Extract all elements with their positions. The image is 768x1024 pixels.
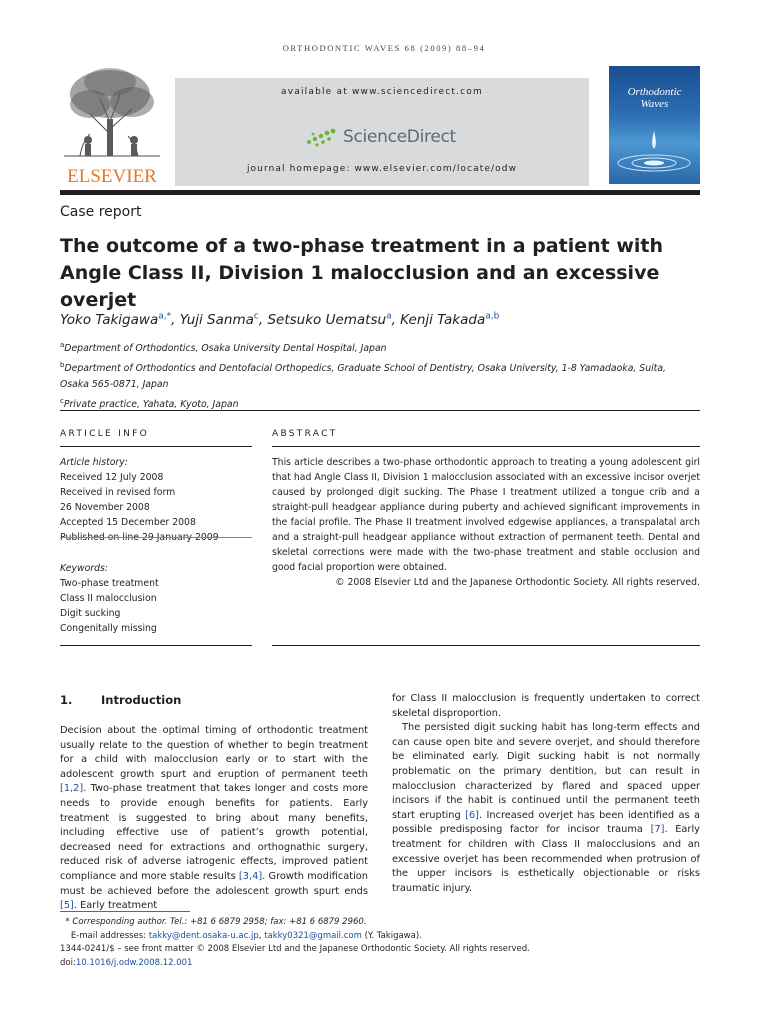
intro-paragraph-1-cont: for Class II malocclusion is frequently undertaken to correct skeletal disproportion. xyxy=(392,693,700,719)
left-column xyxy=(60,724,368,914)
available-at-text[interactable]: available at www.sciencedirect.com xyxy=(281,87,483,97)
sciencedirect-wordmark: ScienceDirect xyxy=(343,127,456,147)
citation-link[interactable]: [7] xyxy=(650,824,665,836)
affiliation-c: $^c$Private practice, Yahata, Kyoto, Japan xyxy=(60,397,239,411)
journal-cover-title: Orthodontic Waves xyxy=(627,86,682,110)
footnote-rule xyxy=(60,911,190,912)
article-info-rule xyxy=(60,446,252,447)
citation-link[interactable]: [6] xyxy=(465,809,479,821)
sciencedirect-banner xyxy=(175,78,589,186)
keyword[interactable]: Class II malocclusion xyxy=(60,593,157,604)
tree-engraving-icon xyxy=(60,64,164,186)
abstract-body xyxy=(272,455,700,590)
author: Kenji Takada$^{a,b}$ xyxy=(400,311,500,328)
elsevier-logo[interactable] xyxy=(60,64,164,186)
email-link[interactable]: takky0321@gmail.com xyxy=(264,930,362,941)
article-title: The outcome of a two-phase treatment in a patient with Angle Class II, Division 1 malocclusion and an excessive overjet xyxy=(60,235,664,311)
author-affil-link[interactable]: a xyxy=(386,311,392,321)
citation-link[interactable]: [1,2] xyxy=(60,783,84,795)
running-header: ORTHODONTIC WAVES 68 (2009) 88–94 xyxy=(282,43,486,53)
affiliation-b: $^b$Department of Orthodontics and Dentofacial Orthopedics, Graduate School of Dentistry, Osaka University, 1-8 Yamadaoka, Suita, xyxy=(60,361,666,375)
abstract-text: This article describes a two-phase orthodontic approach to treating a young adolescent girl that had Angle Class II, Division 1 malocclusion associated with an excessive incisor overjet caused by prolonged digit sucking. The Phase I treatment utilized a tongue crib and a straight-pull headgear appliance during puberty and achieved significant improvements in the facial profile. The Phase II treatment involved edgewise appliances, a transpalatal arch and a straight-pull headgear appliance without extraction of permanent teeth. Dental and skeletal corrections were made with the two-phase treatment and stable occlusion and good facial proportion were obtained. xyxy=(272,457,700,573)
email-link[interactable]: takky@dent.osaka-u.ac.jp xyxy=(148,930,259,941)
author: Yoko Takigawa$^{a,*}$, xyxy=(60,311,180,328)
article-info xyxy=(60,455,252,545)
citation-link[interactable]: [3,4] xyxy=(238,870,263,882)
citation-link[interactable]: [5] xyxy=(60,900,74,912)
abstract-copyright: © 2008 Elsevier Ltd and the Japanese Orthodontic Society. All rights reserved. xyxy=(335,577,700,588)
sciencedirect-dots-icon xyxy=(303,126,337,148)
intro-paragraph-2: The persisted digit sucking habit has long-term effects and can cause open bite and severe overjet, and should therefore be eliminated early. Digit sucking habit is not normally problematic on the primary dentition, but can result in malocclusion characterized by flared and spaced upper incisors if the habit is continued until the permanent teeth start erupting [6]. Increased overjet has been identified as a possible predisposing factor for incisor trauma [7]. Early treatment for children with Class II malocclusions and an excessive overjet has been recommended when protrusion of the upper incisors is esthetically objectionable or risks traumatic injury. xyxy=(392,722,700,894)
elsevier-wordmark: ELSEVIER xyxy=(67,166,157,186)
abstract-heading: ABSTRACT xyxy=(272,429,338,439)
intro-paragraph-1: Decision about the optimal timing of orthodontic treatment usually relate to the question of whether to begin treatment for a child with malocclusion early or to start with the adolescent growth spurt and eruption of permanent teeth [1,2]. Two-phase treatment that takes longer and costs more needs to provide enough benefits for patients. Early treatment is suggested to bring about many benefits, including effective use of patient’s growth potential, decreased need for extractions and orthognathic surgery, reduced risk of adverse iatrogenic effects, improved patient compliance and more stable results [3,4]. Growth modification must be achieved before the adolescent growth spurt ends [5]. Early treatment xyxy=(60,725,368,912)
affiliation-b-cont: Osaka 565-0871, Japan xyxy=(60,379,169,391)
journal-homepage-text[interactable]: journal homepage: www.elsevier.com/locate/odw xyxy=(246,164,518,174)
masthead xyxy=(60,64,700,186)
history-item: Received in revised form xyxy=(60,487,176,498)
history-item: Accepted 15 December 2008 xyxy=(60,517,196,528)
article-info-bottom-rule xyxy=(60,645,252,646)
affiliation-a: $^a$Department of Orthodontics, Osaka University Dental Hospital, Japan xyxy=(60,341,387,355)
footnotes xyxy=(60,916,710,970)
author-affil-link[interactable]: a,b xyxy=(485,311,500,321)
keyword[interactable]: Congenitally missing xyxy=(60,623,157,634)
issn-line: 1344-0241/$ – see front matter © 2008 Elsevier Ltd and the Japanese Orthodontic Society. All rights reserved. xyxy=(60,944,530,955)
author: Setsuko Uematsu$^a$, xyxy=(267,311,401,328)
keyword[interactable]: Digit sucking xyxy=(60,608,121,619)
author-affil-link[interactable]: c xyxy=(253,311,259,321)
keywords xyxy=(60,561,252,636)
affiliations-rule xyxy=(60,410,700,411)
keywords-label: Keywords: xyxy=(60,563,108,574)
email-addresses: E-mail addresses: takky@dent.osaka-u.ac.jp, takky0321@gmail.com (Y. Takigawa). xyxy=(70,930,422,941)
history-keywords-divider xyxy=(60,537,252,538)
journal-cover-image[interactable] xyxy=(609,66,700,184)
abstract-rule xyxy=(272,446,700,447)
right-column xyxy=(392,692,700,896)
article-info-heading: ARTICLE INFO xyxy=(60,429,150,439)
article-type: Case report xyxy=(60,204,142,220)
section-number: 1. xyxy=(60,693,73,707)
author-list xyxy=(60,311,720,328)
header-rule xyxy=(60,190,700,195)
abstract-bottom-rule xyxy=(272,645,700,646)
keyword[interactable]: Two-phase treatment xyxy=(60,578,159,589)
author-affil-link[interactable]: a,* xyxy=(158,311,172,321)
history-item: 26 November 2008 xyxy=(60,502,150,513)
section-heading: Introduction xyxy=(101,693,182,707)
doi-line: doi:10.1016/j.odw.2008.12.001 xyxy=(60,957,193,968)
history-item: Received 12 July 2008 xyxy=(60,472,164,483)
author: Yuji Sanma$^c$, xyxy=(179,311,268,328)
water-drop-icon xyxy=(609,121,700,181)
affiliations xyxy=(60,337,710,413)
corresponding-author-note: * Corresponding author. Tel.: +81 6 6879 2958; fax: +81 6 6879 2960. xyxy=(60,917,367,927)
doi-link[interactable]: 10.1016/j.odw.2008.12.001 xyxy=(75,957,193,968)
sciencedirect-logo[interactable] xyxy=(303,122,456,152)
history-label: Article history: xyxy=(60,457,128,468)
